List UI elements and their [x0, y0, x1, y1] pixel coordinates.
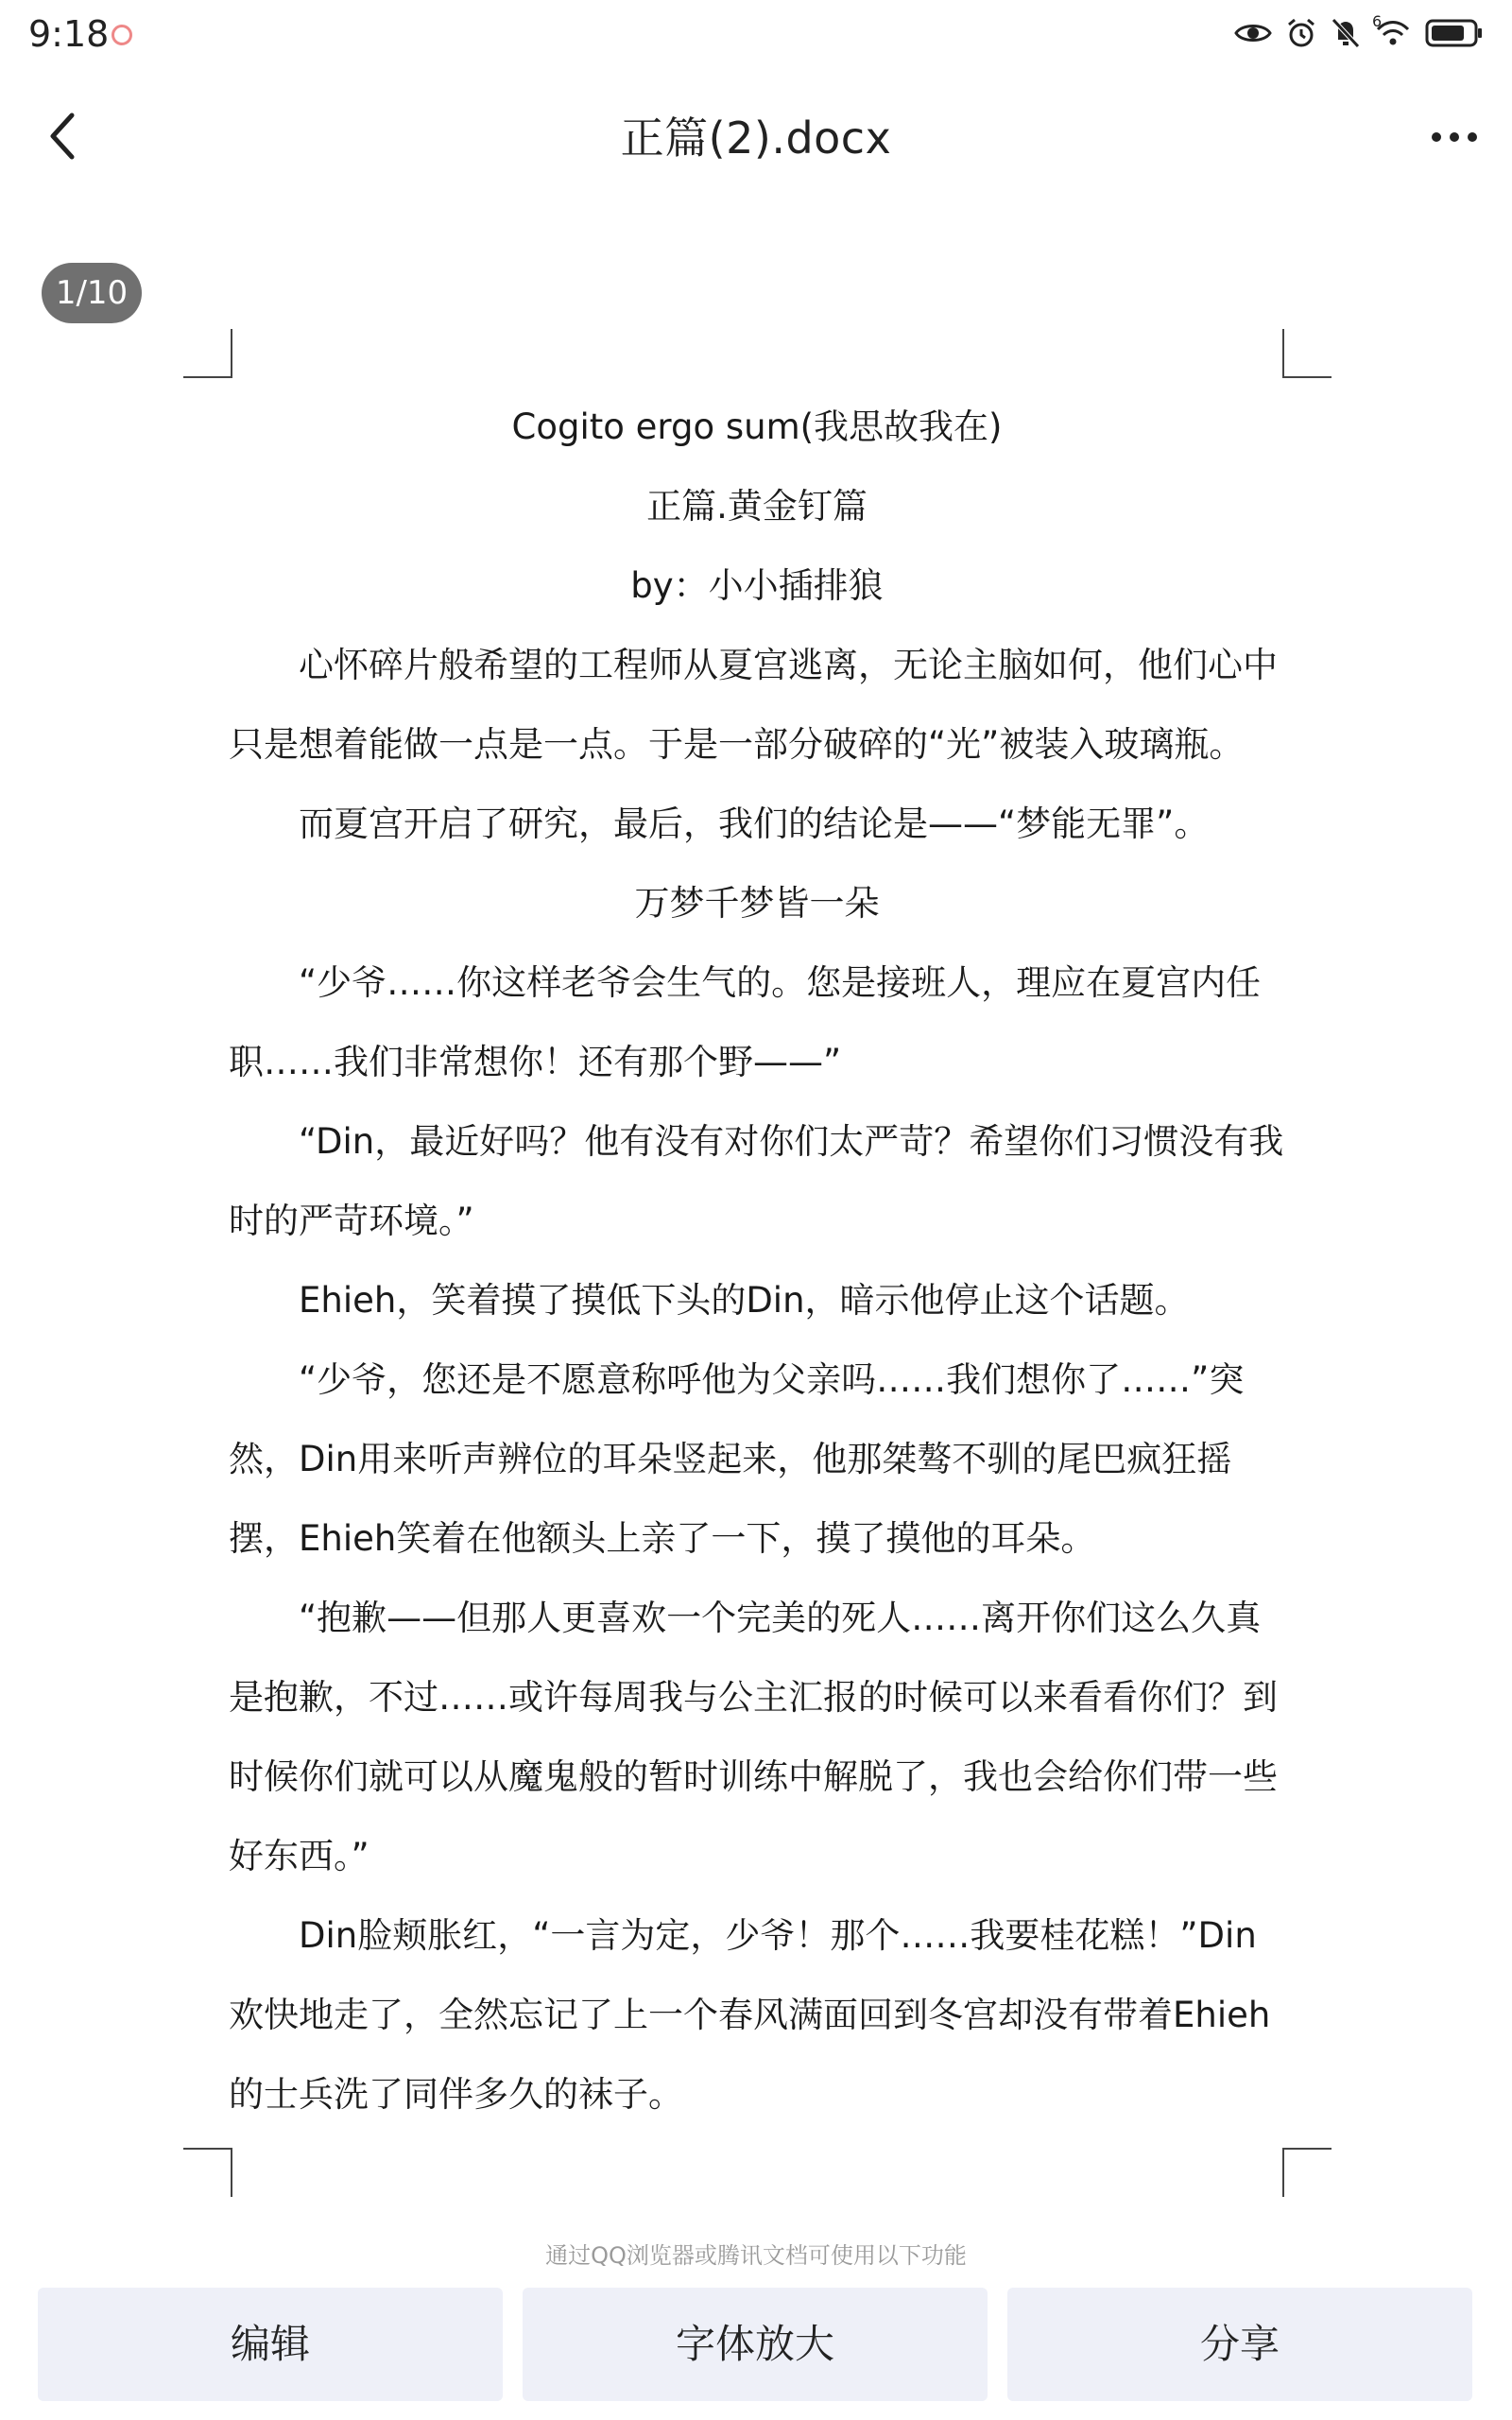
alarm-icon	[1285, 17, 1317, 49]
more-dot-icon	[1450, 132, 1459, 142]
page-corner-mark	[1282, 329, 1332, 378]
share-button[interactable]: 分享	[1007, 2288, 1472, 2401]
doc-subtitle: 正篇.黄金钉篇	[646, 486, 868, 527]
page-corner-mark	[1282, 2148, 1332, 2197]
paragraph: Ehieh，笑着摸了摸低下头的Din，暗示他停止这个话题。	[299, 1280, 1190, 1321]
document-title: 正篇(2).docx	[620, 112, 892, 164]
paragraph: “Din，最近好吗？他有没有对你们太严苛？希望你们习惯没有我时的严苛环境。”	[229, 1121, 1284, 1241]
document-content	[229, 388, 1285, 2135]
wifi-badge: 6	[1372, 12, 1383, 30]
more-dot-icon	[1432, 132, 1441, 142]
app-notification-icon	[112, 25, 132, 45]
paragraph: “少爷，您还是不愿意称呼他为父亲吗……我们想你了……”突然，Din用来听声辨位的耳朵竖起来，他那桀骜不驯的尾巴疯狂摇摆，Ehieh笑着在他额头上亲了一下，摸了摸他的耳朵。	[229, 1359, 1245, 1559]
title-bar	[0, 85, 1512, 189]
more-dot-icon	[1468, 132, 1477, 142]
battery-icon	[1425, 18, 1484, 48]
paragraph: 心怀碎片般希望的工程师从夏宫逃离，无论主脑如何，他们心中只是想着能做一点是一点。于是一部分破碎的“光”被装入玻璃瓶。	[229, 645, 1278, 765]
wifi-indicator	[1372, 12, 1412, 48]
paragraph: “抱歉——但那人更喜欢一个完美的死人……离开你们这么久真是抱歉，不过……或许每周我与公主汇报的时候可以来看看你们？到时候你们就可以从魔鬼般的暂时训练中解脱了，我也会给你们带一些好东西。”	[229, 1598, 1278, 1876]
page-indicator: 1/10	[42, 263, 142, 323]
more-options-button[interactable]	[1421, 113, 1487, 161]
paragraph: “少爷……你这样老爷会生气的。您是接班人，理应在夏宫内任职……我们非常想你！还有那个野——”	[229, 962, 1262, 1082]
bottom-action-bar	[0, 2288, 1512, 2401]
status-bar	[0, 0, 1512, 76]
eye-icon	[1234, 20, 1272, 46]
feature-hint: 通过QQ浏览器或腾讯文档可使用以下功能	[545, 2242, 967, 2269]
doc-title: Cogito ergo sum(我思故我在)	[511, 406, 1003, 447]
page-corner-mark	[183, 329, 232, 378]
section-title: 万梦千梦皆一朵	[634, 883, 880, 924]
paragraph: 而夏宫开启了研究，最后，我们的结论是——“梦能无罪”。	[299, 804, 1210, 844]
paragraph: Din脸颊胀红，“一言为定，少爷！那个……我要桂花糕！”Din欢快地走了，全然忘记了上一个春风满面回到冬宫却没有带着Ehieh的士兵洗了同伴多久的袜子。	[229, 1915, 1271, 2115]
mute-bell-icon	[1331, 17, 1361, 49]
page-corner-mark	[183, 2148, 232, 2197]
doc-author: by：小小插排狼	[630, 565, 884, 606]
status-time: 9:18	[28, 13, 110, 55]
enlarge-font-button[interactable]: 字体放大	[523, 2288, 988, 2401]
status-icons	[1234, 12, 1484, 49]
edit-button[interactable]: 编辑	[38, 2288, 503, 2401]
